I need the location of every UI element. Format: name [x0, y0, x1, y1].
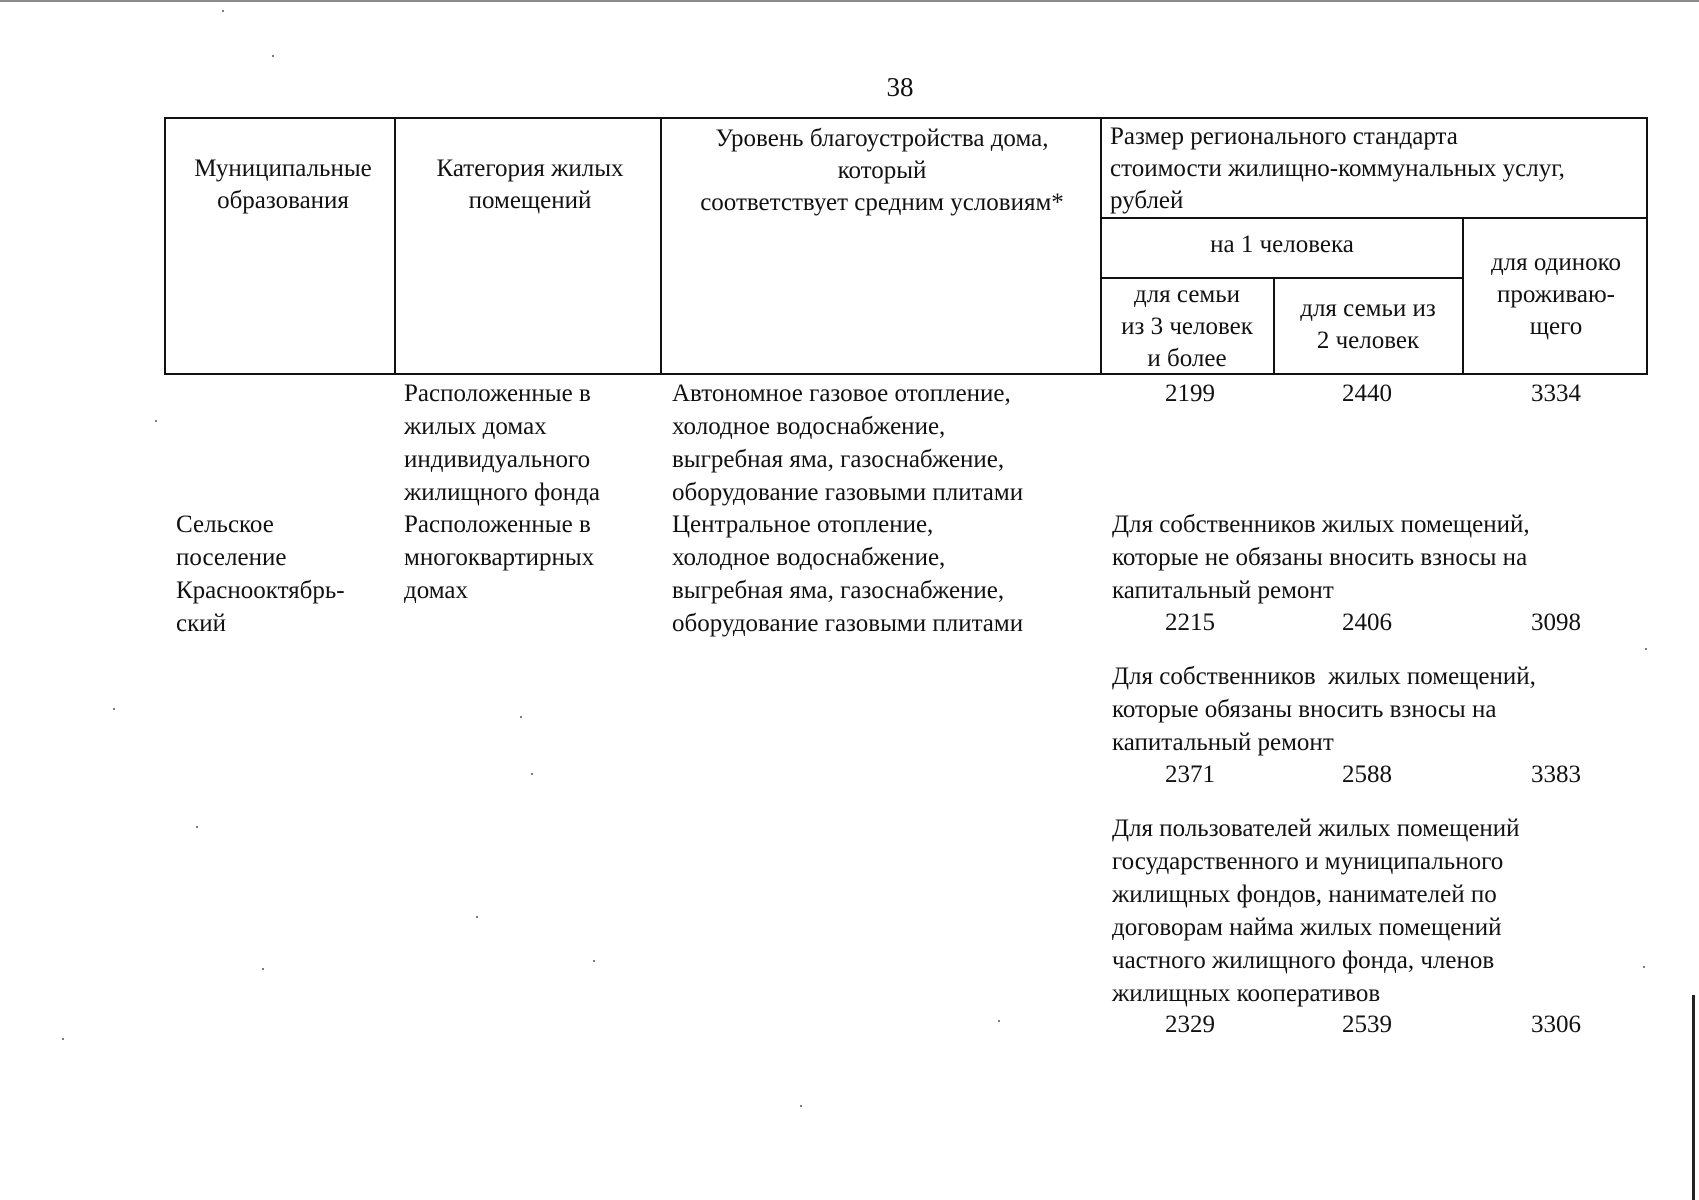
category-apartment: Расположенные в многоквартирных домах	[404, 511, 595, 604]
header-per-person: на 1 человека	[1210, 231, 1354, 258]
value-family-3plus: 2329	[1165, 1011, 1215, 1038]
scan-speck	[593, 960, 595, 962]
header-comfort-level: Уровень благоустройства дома, который соответствует средним условиям*	[700, 125, 1064, 216]
header-municipalities: Муниципальные образования	[194, 155, 372, 214]
value-family-2: 2406	[1342, 609, 1392, 636]
value-single: 3334	[1531, 380, 1581, 407]
value-family-3plus: 2215	[1165, 609, 1215, 636]
scan-speck	[155, 420, 157, 422]
level-apartment: Центральное отопление, холодное водоснабжение, выгребная яма, газоснабжение, оборудование газовыми плитами	[672, 511, 1024, 637]
column-divider	[660, 119, 662, 373]
table-header	[164, 117, 1648, 375]
value-single: 3383	[1531, 761, 1581, 788]
header-family-2: для семьи из 2 человек	[1300, 295, 1436, 354]
scan-speck	[998, 1020, 1000, 1022]
group-note-owners-obliged: Для собственников жилых помещений, которые обязаны вносить взносы на капитальный ремонт	[1112, 663, 1536, 756]
scan-speck	[531, 773, 533, 775]
scan-speck	[476, 916, 478, 918]
category-individual: Расположенные в жилых домах индивидуального жилищного фонда	[404, 380, 600, 506]
scan-speck	[1643, 966, 1645, 968]
scan-speck	[800, 1105, 802, 1107]
scan-speck	[272, 55, 274, 57]
group-note-users: Для пользователей жилых помещений государственного и муниципального жилищных фондов, нанимателей по договорам найма жилых помещений частного жилищного фонда, членов жилищных кооперативов	[1112, 815, 1520, 1007]
scan-speck	[1645, 648, 1647, 650]
municipality-name: Сельское поселение Краснооктябрь- ский	[176, 511, 345, 637]
value-family-3plus: 2199	[1165, 380, 1215, 407]
scan-speck	[113, 708, 115, 710]
row-divider	[1100, 217, 1646, 219]
scan-speck	[196, 826, 198, 828]
group-note-owners-not-obliged: Для собственников жилых помещений, которые не обязаны вносить взносы на капитальный ремонт	[1112, 511, 1530, 604]
value-family-2: 2440	[1342, 380, 1392, 407]
header-single: для одиноко проживаю- щего	[1490, 249, 1622, 340]
value-family-2: 2588	[1342, 761, 1392, 788]
header-category: Категория жилых помещений	[436, 155, 624, 214]
scan-border-right	[1692, 995, 1695, 1200]
value-family-2: 2539	[1342, 1011, 1392, 1038]
header-family-3plus: для семьи из 3 человек и более	[1121, 281, 1253, 372]
column-divider	[394, 119, 396, 373]
scan-speck	[262, 968, 264, 970]
value-single: 3306	[1531, 1011, 1581, 1038]
scan-speck	[520, 716, 522, 718]
scan-speck	[222, 10, 224, 12]
value-single: 3098	[1531, 609, 1581, 636]
scan-speck	[62, 1038, 64, 1040]
value-family-3plus: 2371	[1165, 761, 1215, 788]
scan-border-top	[0, 0, 1699, 2]
level-individual: Автономное газовое отопление, холодное водоснабжение, выгребная яма, газоснабжение, оборудование газовыми плитами	[672, 380, 1024, 506]
page-number: 38	[886, 72, 914, 102]
header-standard-size: Размер регионального стандарта стоимости жилищно-коммунальных услуг, рублей	[1110, 123, 1565, 214]
